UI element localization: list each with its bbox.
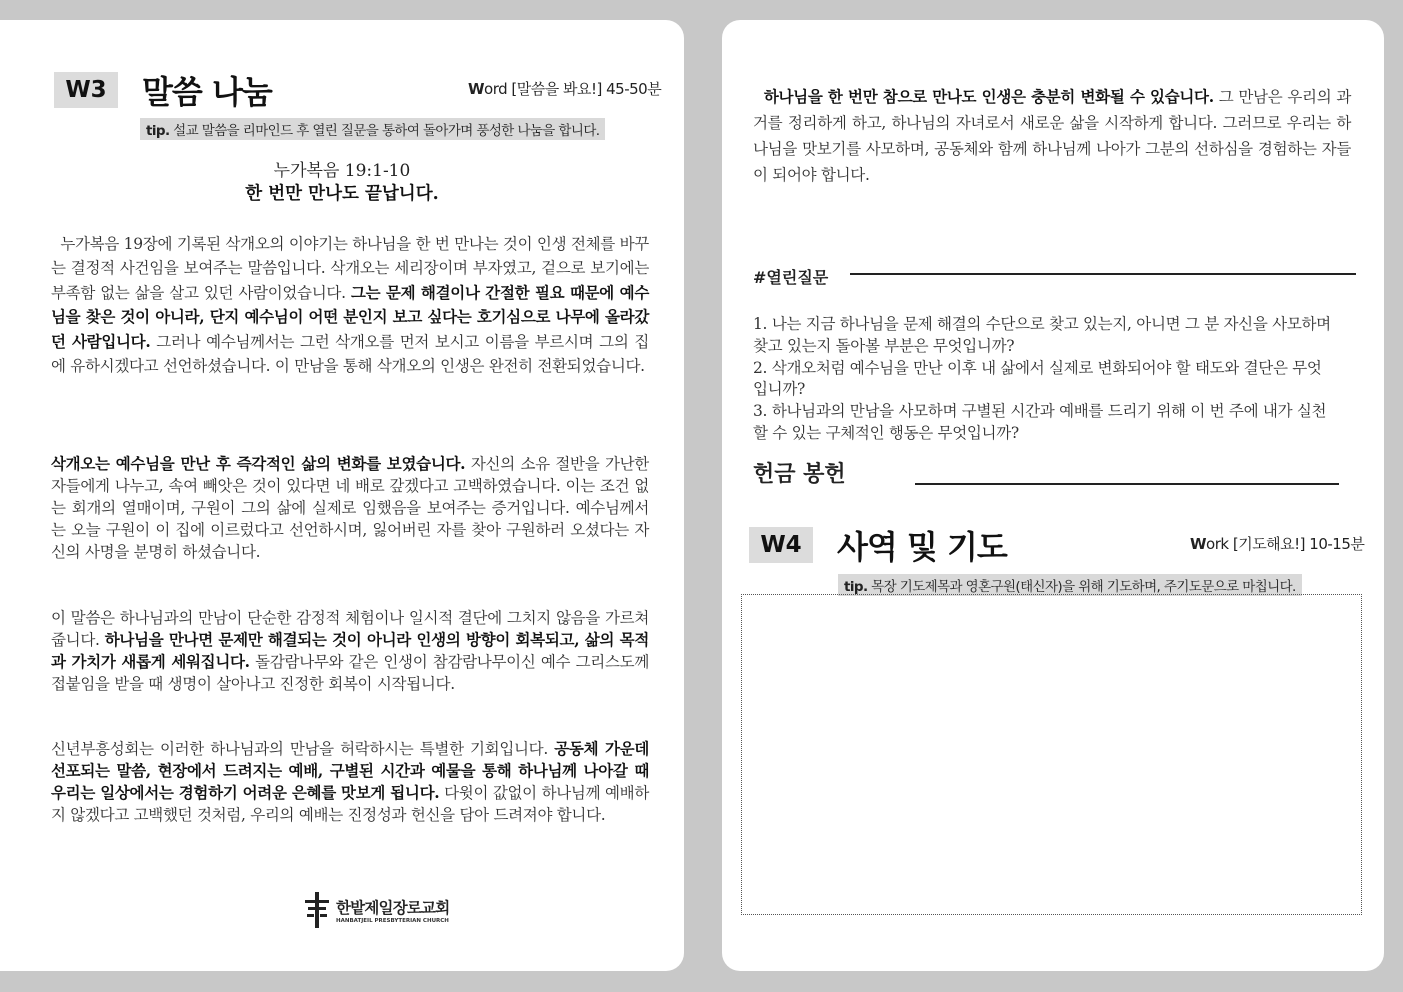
p2-text-bold: 삭개오는 예수님을 만난 후 즉각적인 삶의 변화를 보였습니다. [51, 454, 466, 473]
w3-meta-text: ord [말씀을 봐요!] 45-50분 [484, 80, 662, 98]
paragraph-1 [51, 232, 654, 378]
left-page [0, 20, 684, 971]
w3-meta-initial: W [468, 80, 485, 98]
question-item: 1. 나는 지금 하나님을 문제 해결의 수단으로 찾고 있는지, 아니면 그 분 자신을 사모하며 찾고 있는지 돌아볼 부분은 무엇입니까? [753, 315, 1331, 355]
w4-code-badge: W4 [749, 527, 813, 563]
p4-text-c: 다윗이 값없이 하나님께 예배하지 않겠다고 고백했던 것처럼, 우리의 예배는 진정성과 헌신을 담아 드려져야 합니다. [51, 784, 649, 824]
p3-text-bold: 하나님을 만나면 문제만 해결되는 것이 아니라 인생의 방향이 회복되고, 삶의 목적과 가치가 새롭게 세워집니다. [51, 630, 649, 671]
w4-meta-initial: W [1190, 535, 1207, 553]
w3-meta [468, 78, 661, 99]
offering-label: 헌금 봉헌 [753, 461, 846, 487]
paragraph-3 [51, 607, 649, 695]
church-subtitle: HANBATJEIL PRESBYTERIAN CHURCH [336, 918, 449, 924]
w3-tip-text: 설교 말씀을 리마인드 후 열린 질문을 통하여 돌아가며 풍성한 나눔을 합니다. [169, 123, 600, 139]
p1-text-c: 그러나 예수님께서는 그런 삭개오를 먼저 보시고 이름을 부르시며 그의 집에 유하시겠다고 선언하셨습니다. 이 만남을 통해 삭개오의 인생은 완전히 전환되었습니다. [51, 332, 650, 376]
church-logo [302, 890, 449, 930]
question-list [753, 314, 1333, 445]
p3-text-a: 이 말씀은 하나님과의 만남이 단순한 감정적 체험이나 일시적 결단에 그치지 않음을 가르쳐 줍니다. [51, 609, 649, 649]
w4-meta-text: ork [기도해요!] 10-15분 [1206, 535, 1365, 553]
question-item: 3. 하나님과의 만남을 사모하며 구별된 시간과 예배를 드리기 위해 이 번 주에 내가 실천할 수 있는 구체적인 행동은 무엇입니까? [753, 402, 1327, 442]
w4-tip [838, 574, 1302, 596]
w3-code-badge: W3 [54, 72, 118, 108]
p5-text-bold: 하나님을 한 번만 참으로 만나도 인생은 충분히 변화될 수 있습니다. [753, 87, 1214, 106]
w3-header [54, 67, 272, 113]
p4-text-a: 신년부흥성회는 이러한 하나님과의 만남을 허락하시는 특별한 기회입니다. [51, 740, 555, 758]
p1-text-a: 누가복음 19장에 기록된 삭개오의 이야기는 하나님을 한 번 만나는 것이 인생 전체를 바꾸는 결정적 사건임을 보여주는 말씀입니다. 삭개오는 세리장이며 부자였고, 겉으로 보기에는 부족함 없는 삶을 살고 있던 사람이었습니다. [51, 235, 654, 302]
paragraph-2 [51, 453, 649, 563]
w4-tip-text: 목장 기도제목과 영혼구원(태신자)을 위해 기도하며, 주기도문으로 마칩니다. [867, 579, 1296, 595]
p5-text-c: 그 만남은 우리의 과거를 정리하게 하고, 하나님의 자녀로서 새로운 삶을 시작하게 합니다. 그러므로 우리는 하나님을 맛보기를 사모하며, 공동체와 함께 하나님께 나아가 그분의 선하심을 경험하는 자들이 되어야 합니다. [753, 88, 1351, 184]
cross-logo-icon [302, 890, 332, 930]
paragraph-4 [51, 738, 649, 826]
offering-rule [915, 483, 1339, 485]
paragraph-5 [753, 84, 1351, 188]
p4-text-bold: 공동체 가운데 선포되는 말씀, 현장에서 드려지는 예배, 구별된 시간과 예물을 통해 하나님께 나아갈 때 우리는 일상에서는 경험하기 어려운 은혜를 맛보게 됩니다. [51, 739, 649, 802]
scripture-reference: 누가복음 19:1-10 [273, 161, 411, 181]
right-page [722, 20, 1384, 971]
open-questions-rule [850, 273, 1356, 275]
p2-text-c: 자신의 소유 절반을 가난한 자들에게 나누고, 속여 빼앗은 것이 있다면 네 배로 갚겠다고 고백하였습니다. 이는 조건 없는 회개의 열매이며, 구원이 그의 삶에 실제로 임했음을 보여주는 증거입니다. 예수님께서는 오늘 구원이 이 집에 이르렀다고 선언하시며, 잃어버린 자를 찾아 구원하러 오셨다는 자신의 사명을 분명히 하셨습니다. [51, 455, 649, 561]
w4-title: 사역 및 기도 [837, 528, 1007, 566]
question-item: 2. 삭개오처럼 예수님을 만난 이후 내 삶에서 실제로 변화되어야 할 태도와 결단은 무엇입니까? [753, 358, 1322, 399]
p3-text-c: 돌감람나무와 같은 인생이 참감람나무이신 예수 그리스도께 접붙임을 받을 때 생명이 살아나고 진정한 회복이 시작됩니다. [51, 653, 649, 693]
p1-text-bold: 그는 문제 해결이나 간절한 필요 때문에 예수님을 찾은 것이 아니라, 단지 예수님이 어떤 분인지 보고 싶다는 호기심으로 나무에 올라갔던 사람입니다. [51, 282, 649, 351]
church-name: 한밭제일장로교회 [336, 899, 450, 917]
w4-meta [1190, 533, 1364, 554]
open-questions-heading: #열린질문 [753, 268, 829, 287]
sermon-title: 한 번만 만나도 끝납니다. [245, 184, 439, 204]
w3-tip [140, 118, 605, 140]
w4-header [749, 522, 1007, 568]
prayer-notes-box[interactable] [741, 594, 1362, 915]
w3-tip-label: tip. [146, 123, 170, 139]
w3-title: 말씀 나눔 [142, 73, 272, 111]
w4-tip-label: tip. [844, 579, 868, 595]
